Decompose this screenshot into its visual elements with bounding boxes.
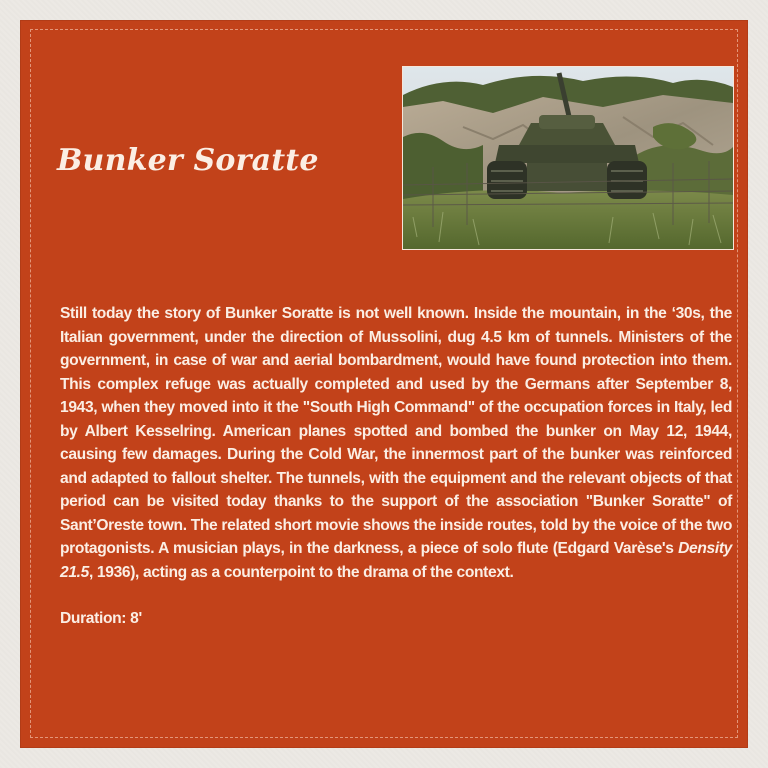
description-text bbox=[60, 302, 732, 631]
description-paragraph bbox=[60, 302, 732, 584]
info-panel bbox=[20, 20, 748, 748]
bunker-photo bbox=[402, 66, 734, 250]
duration-label: Duration: 8' bbox=[60, 610, 142, 627]
page-title: Bunker Soratte bbox=[57, 143, 319, 178]
description-after: , 1936), acting as a counterpoint to the drama of the context. bbox=[88, 563, 514, 581]
description-before: Still today the story of Bunker Soratte is not well known. Inside the mountain, in the ‘30s, the Italian government, under the direction of Mussolini, dug 4.5 km of tunnels. Ministers of the government, in case of war and aerial bombardment, would have found protection into them. This complex refuge was actually completed and used by the Germans after September 8, 1943, when they moved into it the "South High Command" of the occupation forces in Italy, led by Albert Kesselring. American planes spotted and bombed the bunker on May 12, 1944, causing few damages. During the Cold War, the innermost part of the bunker was reinforced and adapted to fallout shelter. The tunnels, with the equipment and the relevant objects of that period can be visited today thanks to the support of the association "Bunker Soratte" of Sant’Oreste town. The related short movie shows the inside routes, told by the voice of the two protagonists. A musician plays, in the darkness, a piece of solo flute (Edgard Varèse's bbox=[60, 305, 732, 557]
tank-photo-icon bbox=[403, 67, 733, 249]
work-title: Density 21.5 bbox=[60, 540, 732, 581]
